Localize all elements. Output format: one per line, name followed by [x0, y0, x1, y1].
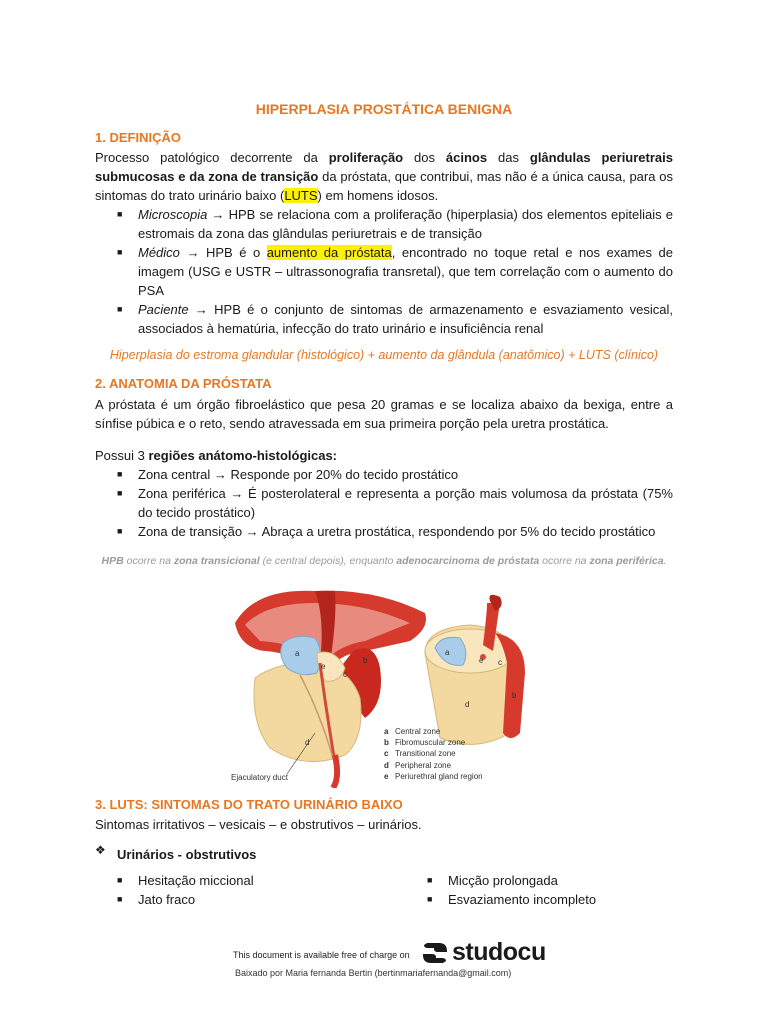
legend-item: e Periurethral gland region: [384, 771, 483, 781]
bold-run: ácinos: [445, 150, 488, 165]
symptom-text: Micção prolongada: [448, 873, 558, 888]
note-run: ocorre na: [539, 555, 590, 567]
bullet-zona-central: [117, 465, 673, 484]
note-run: .: [663, 555, 667, 567]
text-run: dos: [403, 150, 446, 165]
bold-run: proliferação: [328, 150, 404, 165]
diamond-bullet-icon: ❖: [95, 843, 106, 857]
bullet-text: Zona periférica → É posterolateral e representa a porção mais volumosa da próstata (75% do tecido prostático): [138, 486, 673, 520]
highlight-luts: LUTS: [284, 188, 318, 203]
bullet-label: Paciente: [138, 302, 189, 317]
footer-downloaded-by: Baixado por Maria fernanda Bertin (bertinmariafernanda@gmail.com): [235, 968, 512, 978]
note-run: zona transicional: [173, 555, 260, 567]
section-heading-anatomia: 2. ANATOMIA DA PRÓSTATA: [95, 376, 272, 391]
label-a-left: a: [295, 649, 300, 658]
text-run: Possui 3: [95, 448, 149, 463]
bullet-marker: ■: [427, 875, 433, 885]
bullet-marker: ■: [427, 894, 433, 904]
bullet-marker: ■: [117, 894, 123, 904]
label-b-left: b: [363, 656, 368, 665]
label-e-left: e: [321, 662, 326, 671]
studocu-logo-link[interactable]: [421, 938, 546, 967]
summary-line: Hiperplasia do estroma glandular (histológico) + aumento da glândula (anatômico) + LUTS (clínico): [109, 348, 659, 362]
bullet-zona-transicao: [117, 522, 673, 541]
bullet-text: Zona de transição → Abraça a uretra prostática, respondendo por 5% do tecido prostático: [138, 524, 656, 539]
page-title: HIPERPLASIA PROSTÁTICA BENIGNA: [255, 101, 513, 117]
legend-item: d Peripheral zone: [384, 760, 452, 770]
section-heading-luts: 3. LUTS: SINTOMAS DO TRATO URINÁRIO BAIXO: [95, 797, 403, 812]
anatomy-paragraph: A próstata é um órgão fibroelástico que pesa 20 gramas e se localiza abaixo da bexiga, entre a sínfise púbica e o reto, sendo atravessada em sua primeira porção pela uretra prostática.: [95, 397, 673, 431]
legend-item: c Transitional zone: [384, 749, 456, 759]
note-run: ocorre na: [123, 555, 174, 567]
symptom-item: [427, 871, 687, 890]
note-run: (e central depois), enquanto: [259, 555, 397, 567]
legend-item: b Fibromuscular zone: [384, 738, 466, 748]
regions-intro: [95, 446, 673, 465]
highlight-aumento: aumento da próstata: [266, 245, 392, 260]
bullet-text: , encontrado no toque retal e nos exames de imagem (USG e USTR – ultrassonografia transretal), que tem correlação com o aumento do PSA: [138, 245, 674, 298]
studocu-wordmark: studocu: [452, 938, 546, 966]
note-run: HPB: [101, 555, 124, 567]
symptom-item: [117, 871, 377, 890]
bullet-marker: ■: [117, 488, 123, 498]
bullet-marker: ■: [117, 304, 123, 314]
luts-paragraph: Sintomas irritativos – vesicais – e obstrutivos – urinários.: [95, 817, 422, 832]
bullet-text: → HPB se relaciona com a proliferação (hiperplasia) dos elementos epiteliais e estromais da zona das glândulas periuretrais e de transição: [138, 207, 673, 241]
bullet-marker: ■: [117, 526, 123, 536]
label-a-right: a: [445, 648, 450, 657]
bullet-text: → HPB é o: [179, 245, 267, 260]
symptom-item: [117, 890, 377, 909]
symptom-text: Esvaziamento incompleto: [448, 892, 597, 907]
bullet-microscopia: [117, 205, 673, 243]
text-run: da próstata, que contribui, mas não é a única causa, para os sintomas do trato urinário baixo (: [95, 169, 673, 203]
bold-run: glândulas periuretrais submucosas e da zona de transição: [95, 150, 673, 184]
cross-section-view: [425, 595, 525, 745]
footer-available-text: This document is available free of charge on: [233, 950, 410, 960]
section-heading-definicao: 1. DEFINIÇÃO: [95, 130, 181, 145]
label-e-right: e: [479, 656, 484, 665]
studocu-logo-icon: [421, 940, 449, 966]
bullet-label: Microscopia: [138, 207, 208, 222]
label-c-left: c: [343, 670, 347, 679]
symptom-item: [427, 890, 687, 909]
text-run: das: [487, 150, 530, 165]
text-run: Processo patológico decorrente da: [95, 150, 329, 165]
figure-legend: [384, 726, 483, 782]
bullet-marker: ■: [117, 469, 123, 479]
label-c-right: c: [498, 658, 502, 667]
note-run: zona periférica: [589, 555, 664, 567]
bullet-label: Médico: [138, 245, 180, 260]
label-d-right: d: [465, 700, 470, 709]
note-run: adenocarcinoma de próstata: [396, 555, 540, 567]
subheading-obstrutivos: Urinários - obstrutivos: [117, 847, 257, 862]
hpb-note: [0, 555, 768, 567]
bullet-paciente: [117, 300, 673, 338]
legend-item: a Central zone: [384, 727, 441, 736]
bullet-zona-periferica: [117, 484, 673, 522]
bullet-marker: ■: [117, 209, 123, 219]
bullet-text: → HPB é o conjunto de sintomas de armazenamento e esvaziamento vesical, associados à hematúria, infecção do trato urinário e insuficiência renal: [138, 302, 673, 336]
bullet-marker: ■: [117, 247, 123, 257]
bullet-medico: [117, 243, 673, 300]
text-run: ) em homens idosos.: [317, 188, 439, 203]
symptom-text: Hesitação miccional: [138, 873, 254, 888]
symptom-text: Jato fraco: [138, 892, 196, 907]
label-b-right: b: [512, 691, 517, 700]
bullet-text: Zona central → Responde por 20% do tecido prostático: [138, 467, 459, 482]
bullet-marker: ■: [117, 875, 123, 885]
definition-paragraph: [95, 148, 673, 205]
ejaculatory-duct-label: Ejaculatory duct: [231, 773, 288, 782]
label-d-left: d: [305, 738, 310, 747]
bold-run: regiões anátomo-histológicas:: [148, 448, 338, 463]
